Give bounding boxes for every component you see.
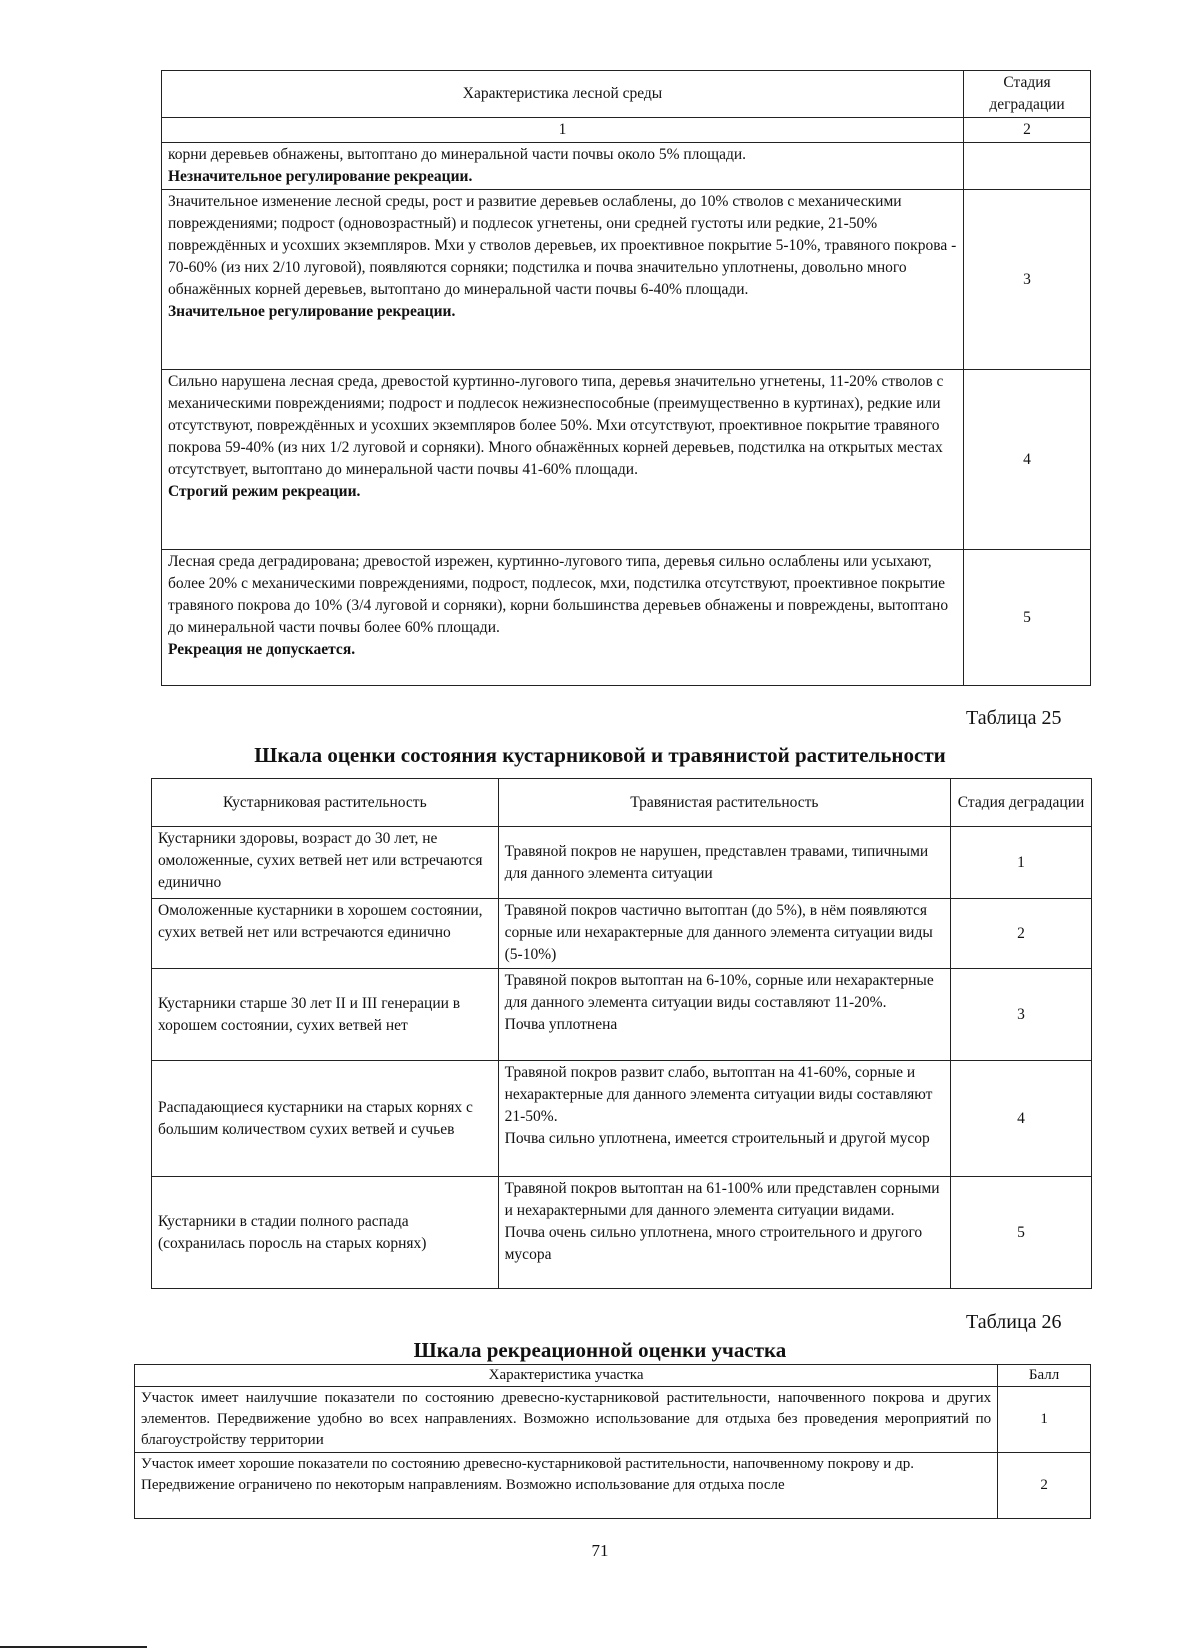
table-25-title: Шкала оценки состояния кустарниковой и травянистой растительности: [254, 743, 946, 767]
forest-description: Значительное изменение лесной среды, рост и развитие деревьев ослаблены, до 10% стволов с механическими повреждениями; подрост (одновозрастный) и подлесок угнетены, они средней густоты или редкие, 21-50% повреждённых и усохших экземпляров. Мхи у стволов деревьев, их проективное покрытие 5-10%, травяного покрова - 70-60% (из них 2/10 луговой), появляются сорняки; подстилка и почва значительно уплотнены, довольно много обнажённых корней деревьев, вытоптано до минеральной части почвы 6-40% площади.: [168, 193, 957, 298]
header-shrub: Кустарниковая растительность: [152, 779, 499, 827]
table-row: [162, 550, 1091, 686]
column-number: 1: [162, 118, 964, 143]
grass-description: Травяной покров вытоптан на 61-100% или представлен сорными и нехарактерными для данного элемента ситуации видами.: [504, 1180, 940, 1219]
soil-note: Почва очень сильно уплотнена, много строительного и другого мусора: [504, 1224, 923, 1263]
degradation-stage: 4: [951, 1061, 1092, 1177]
degradation-stage: 5: [964, 550, 1091, 686]
header-forest-characteristic: Характеристика лесной среды: [162, 71, 964, 118]
shrub-description: Кустарники старше 30 лет II и III генерации в хорошем состоянии, сухих ветвей нет: [152, 969, 499, 1061]
page-number: 71: [591, 1541, 609, 1560]
forest-description: корни деревьев обнажены, вытоптано до минеральной части почвы около 5% площади.: [168, 146, 747, 163]
table-row: [152, 969, 1092, 1061]
grass-description: Травяной покров развит слабо, вытоптан на 41-60%, сорные и нехарактерные для данного элемента ситуации виды составляют 21-50%.: [504, 1064, 933, 1125]
footnote-divider: [0, 1646, 147, 1648]
table-row: [152, 899, 1092, 969]
table-26-title: Шкала рекреационной оценки участка: [413, 1338, 787, 1362]
table-row: [162, 143, 1091, 190]
degradation-stage: 3: [964, 190, 1091, 370]
recreation-regime: Значительное регулирование рекреации.: [168, 303, 456, 320]
site-description: Передвижение ограничено по некоторым направлениям. Возможно использование для отдыха после: [141, 1477, 785, 1493]
grass-description: Травяной покров вытоптан на 6-10%, сорные или нехарактерные для данного элемента ситуации виды составляют 11-20%.: [504, 972, 934, 1011]
site-description: Участок имеет наилучшие показатели по состоянию древесно-кустарниковой растительности, напочвенного покрова и других элементов. Передвижение удобно во всех направлениях. Возможно использование для отдыха без проведения мероприятий по благоустройству территории: [141, 1390, 992, 1448]
site-recreation-table: [134, 1364, 1091, 1519]
recreation-regime: Строгий режим рекреации.: [168, 483, 361, 500]
header-degradation-stage: Стадия деградации: [964, 71, 1091, 118]
forest-description: Лесная среда деградирована; древостой изрежен, куртинно-лугового типа, деревья сильно ослаблены или усыхают, более 20% с механическими повреждениями, подрост, подлесок, мхи, подстилка отсутствуют, проективное покрытие травяного покрова до 10% (3/4 луговой и сорняки), корни большинства деревьев обнажены и повреждены, вытоптано до минеральной части почвы более 60% площади.: [168, 553, 949, 636]
table-row: [135, 1387, 1091, 1453]
degradation-stage: 4: [964, 370, 1091, 550]
table-25-label: Таблица 25: [966, 707, 1062, 729]
site-description: Участок имеет хорошие показатели по состоянию древесно-кустарниковой растительности, напочвенному покрову и др.: [141, 1456, 914, 1472]
shrub-description: Распадающиеся кустарники на старых корнях с большим количеством сухих ветвей и сучьев: [152, 1061, 499, 1177]
shrub-description: Кустарники в стадии полного распада (сохранилась поросль на старых корнях): [152, 1177, 499, 1289]
soil-note: Почва уплотнена: [504, 1016, 618, 1033]
table-row: [152, 1061, 1092, 1177]
degradation-stage: 3: [951, 969, 1092, 1061]
table-row: [162, 370, 1091, 550]
grass-description: Травяной покров не нарушен, представлен травами, типичными для данного элемента ситуации: [504, 842, 929, 882]
forest-description: Сильно нарушена лесная среда, древостой куртинно-лугового типа, деревья значительно угнетены, 11-20% стволов с механическими повреждениями; подрост и подлесок нежизнеспособные (преимущественно в куртинах), редкие или отсутствуют, повреждённых и усохших экземпляров более 50%. Мхи отсутствуют, проективное покрытие травяного покрова 59-40% (из них 1/2 луговой и сорняки). Много обнажённых корней деревьев, подстилка на открытых местах отсутствует, вытоптано до минеральной части почвы 41-60% площади.: [168, 373, 944, 478]
table-row: [152, 1177, 1092, 1289]
table-26-label: Таблица 26: [966, 1311, 1062, 1333]
grass-description: Травяной покров частично вытоптан (до 5%), в нём появляются сорные или нехарактерные для данного элемента ситуации виды (5-10%): [504, 902, 933, 963]
site-score: 1: [998, 1387, 1091, 1453]
header-score: Балл: [998, 1365, 1091, 1387]
soil-note: Почва сильно уплотнена, имеется строительный и другой мусор: [504, 1130, 930, 1147]
table-row: [135, 1453, 1091, 1519]
site-score: 2: [998, 1453, 1091, 1519]
header-stage: Стадия деградации: [951, 779, 1092, 827]
degradation-stage: 5: [951, 1177, 1092, 1289]
forest-degradation-table: [161, 70, 1091, 686]
degradation-stage: 2: [951, 899, 1092, 969]
column-number: 2: [964, 118, 1091, 143]
shrub-description: Омоложенные кустарники в хорошем состоянии, сухих ветвей нет или встречаются единично: [152, 899, 499, 969]
header-grass: Травянистая растительность: [498, 779, 950, 827]
degradation-stage: 1: [951, 827, 1092, 899]
table-row: [152, 827, 1092, 899]
shrub-description: Кустарники здоровы, возраст до 30 лет, не омоложенные, сухих ветвей нет или встречаются единично: [152, 827, 499, 899]
shrub-grass-table: [151, 778, 1092, 1289]
recreation-regime: Рекреация не допускается.: [168, 641, 356, 658]
recreation-regime: Незначительное регулирование рекреации.: [168, 168, 473, 185]
table-row: [162, 190, 1091, 370]
degradation-stage: [964, 143, 1091, 190]
header-site-characteristic: Характеристика участка: [135, 1365, 998, 1387]
